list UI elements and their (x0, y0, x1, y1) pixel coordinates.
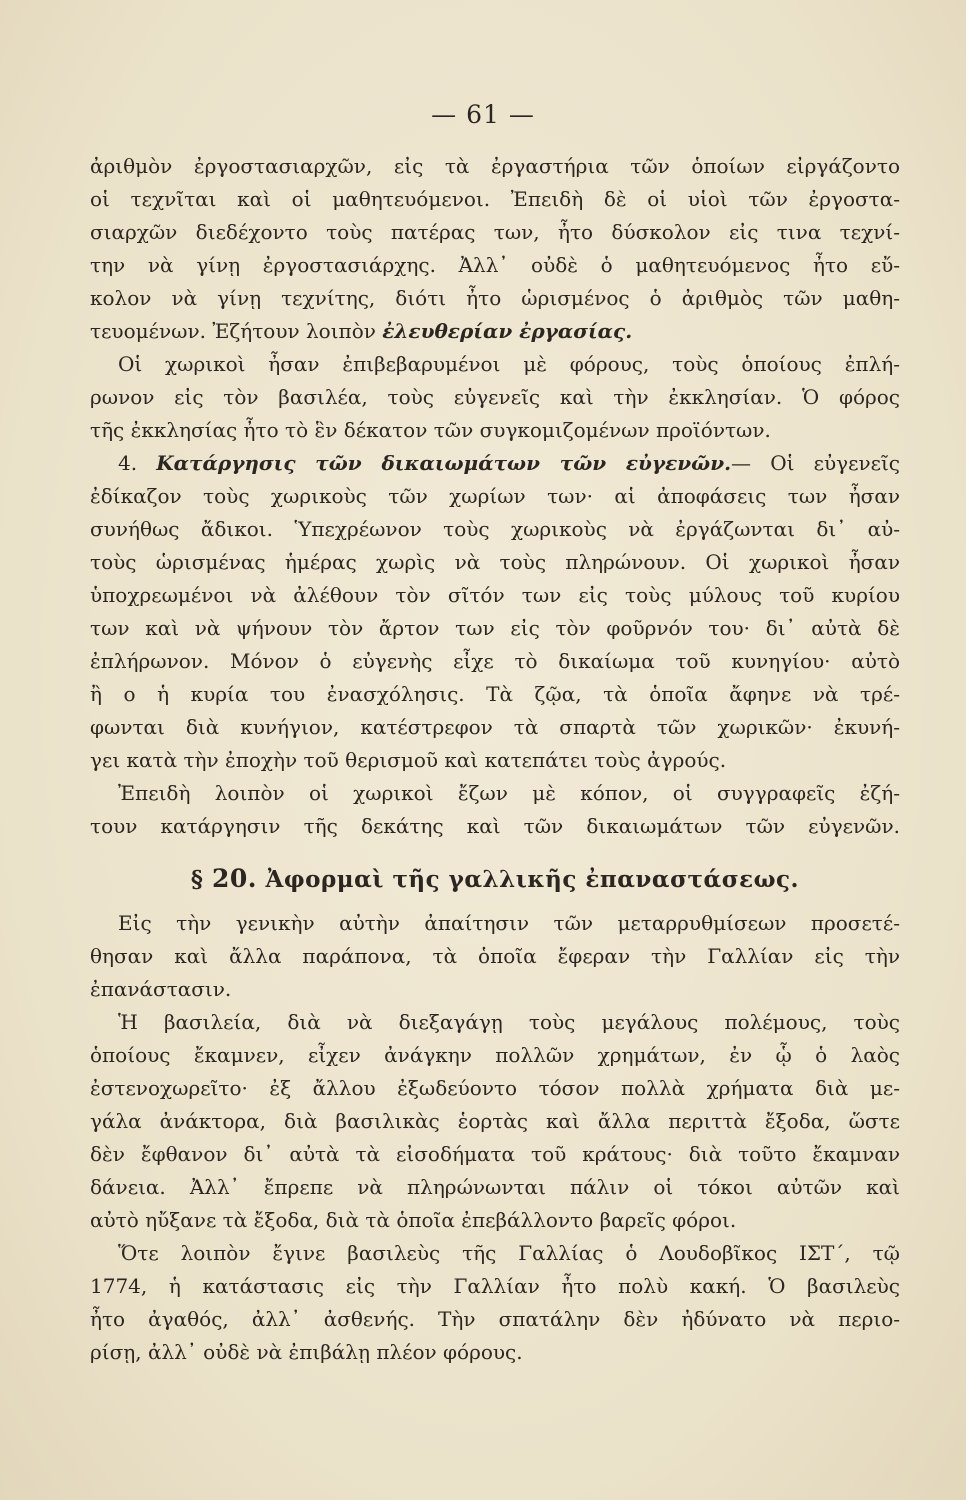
text-line: θησαν καὶ ἄλλα παράπονα, τὰ ὁποῖα ἔφεραν τὴν Γαλλίαν εἰς τὴν (90, 944, 900, 968)
text-line: ρίσῃ, ἀλλ᾿ οὐδὲ νὰ ἐπιβάλῃ πλέον φόρους. (90, 1340, 523, 1364)
text-line: αὐτὸ ηὔξανε τὰ ἔξοδα, διὰ τὰ ὁποῖα ἐπεβάλλοντο βαρεῖς φόροι. (90, 1208, 737, 1232)
text-line: σιαρχῶν διεδέχοντο τοὺς πατέρας των, ἦτο δύσκολον εἰς τινα τεχνί- (90, 220, 900, 244)
text-line: ἐπανάστασιν. (90, 977, 232, 1001)
text-line: δάνεια. Ἀλλ᾿ ἔπρεπε νὰ πληρώνωνται πάλιν οἱ τόκοι αὐτῶν καὶ (90, 1175, 900, 1199)
emphasis-abolition: Κατάργησις τῶν δικαιωμάτων τῶν εὐγενῶν. (156, 451, 732, 475)
text-line: ἐστενοχωρεῖτο· ἐξ ἄλλου ἐξωδεύοντο τόσον πολλὰ χρήματα διὰ με- (90, 1076, 900, 1100)
paragraph-7 (90, 1237, 900, 1369)
paragraph-4 (90, 777, 900, 843)
text-line: Ἡ βασιλεία, διὰ νὰ διεξαγάγῃ τοὺς μεγάλους πολέμους, τοὺς (118, 1010, 900, 1034)
paragraph-2 (90, 348, 900, 447)
text-line: τουν κατάργησιν τῆς δεκάτης καὶ τῶν δικαιωμάτων τῶν εὐγενῶν. (90, 814, 900, 838)
section-title: Ἀφορμαὶ τῆς γαλλικῆς ἐπαναστάσεως. (265, 866, 800, 893)
text-line: ἦτο ἀγαθός, ἀλλ᾿ ἀσθενής. Τὴν σπατάλην δὲν ἠδύνατο νὰ περιο- (90, 1307, 900, 1331)
text-line: ἐπλήρωνον. Μόνον ὁ εὐγενὴς εἶχε τὸ δικαίωμα τοῦ κυνηγίου· αὐτὸ (90, 649, 900, 673)
page-number: — 61 — (431, 100, 535, 129)
text-line: Οἱ χωρικοὶ ἦσαν ἐπιβεβαρυμένοι μὲ φόρους, τοὺς ὁποίους ἐπλή- (118, 352, 900, 376)
text-line: γάλα ἀνάκτορα, διὰ βασιλικὰς ἑορτὰς καὶ ἄλλα περιττὰ ἔξοδα, ὥστε (90, 1109, 900, 1133)
paragraph-3 (90, 447, 900, 777)
text-line: κολον νὰ γίνῃ τεχνίτης, διότι ἦτο ὡρισμένος ὁ ἀριθμὸς τῶν μαθη- (90, 286, 900, 310)
text-line: 1774, ἡ κατάστασις εἰς τὴν Γαλλίαν ἦτο πολὺ κακή. Ὁ βασιλεὺς (90, 1274, 900, 1298)
text-line: Ἐπειδὴ λοιπὸν οἱ χωρικοὶ ἔζων μὲ κόπον, οἱ συγγραφεῖς ἐζή- (118, 781, 900, 805)
paragraph-6 (90, 1006, 900, 1237)
text-line: δὲν ἔφθανον δι᾿ αὐτὰ τὰ εἰσοδήματα τοῦ κράτους· διὰ τοῦτο ἔκαμναν (90, 1142, 900, 1166)
text-line: την νὰ γίνῃ ἐργοστασιάρχης. Ἀλλ᾿ οὐδὲ ὁ μαθητευόμενος ἦτο εὔ- (90, 253, 900, 277)
text-line: ρωνον εἰς τὸν βασιλέα, τοὺς εὐγενεῖς καὶ τὴν ἐκκλησίαν. Ὁ φόρος (90, 385, 900, 409)
page-text (90, 150, 900, 1369)
text-line: τοὺς ὡρισμένας ἡμέρας χωρὶς νὰ τοὺς πληρώνουν. Οἱ χωρικοὶ ἦσαν (90, 550, 900, 574)
text-line: φωνται διὰ κυνήγιον, κατέστρεφον τὰ σπαρτὰ τῶν χωρικῶν· ἐκυνή- (90, 715, 900, 739)
list-number: 4. (118, 451, 138, 475)
text-line (90, 315, 900, 348)
paragraph-5 (90, 907, 900, 1006)
text-segment: — Οἱ εὐγενεῖς (731, 451, 901, 475)
text-line: οἱ τεχνῖται καὶ οἱ μαθητευόμενοι. Ἐπειδὴ δὲ οἱ υἱοὶ τῶν ἐργοστα- (90, 187, 900, 211)
text-line: Εἰς τὴν γενικὴν αὐτὴν ἀπαίτησιν τῶν μεταρρυθμίσεων προσετέ- (118, 911, 900, 935)
text-line: ὁποίους ἔκαμνεν, εἶχεν ἀνάγκην πολλῶν χρημάτων, ἐν ᾧ ὁ λαὸς (90, 1043, 900, 1067)
text-line (90, 447, 900, 480)
text-line: Ὅτε λοιπὸν ἔγινε βασιλεὺς τῆς Γαλλίας ὁ Λουδοβῖκος ΙΣΤ´, τῷ (118, 1241, 900, 1265)
text-line: συνήθως ἄδικοι. Ὑπεχρέωνον τοὺς χωρικοὺς νὰ ἐργάζωνται δι᾿ αὐ- (90, 517, 900, 541)
text-line: ἀριθμὸν ἐργοστασιαρχῶν, εἰς τὰ ἐργαστήρια τῶν ὁποίων εἰργάζοντο (90, 154, 900, 178)
section-heading (90, 861, 900, 897)
text-line: τῆς ἐκκλησίας ἦτο τὸ ἓν δέκατον τῶν συγκομιζομένων προϊόντων. (90, 418, 771, 442)
section-symbol: § (190, 866, 204, 893)
text-line: ἐδίκαζον τοὺς χωρικοὺς τῶν χωρίων των· αἱ ἀποφάσεις των ἦσαν (90, 484, 900, 508)
text-line: ἢ ο ἡ κυρία του ἐνασχόλησις. Τὰ ζῷα, τὰ ὁποῖα ἄφηνε νὰ τρέ- (90, 682, 900, 706)
text-segment: τευομένων. Ἐζήτουν λοιπὸν (90, 319, 383, 343)
paragraph-1 (90, 150, 900, 348)
section-number: 20. (211, 864, 257, 893)
text-line: ὑποχρεωμένοι νὰ ἀλέθουν τὸν σῖτόν των εἰς τοὺς μύλους τοῦ κυρίου (90, 583, 900, 607)
text-line: των καὶ νὰ ψήνουν τὸν ἄρτον των εἰς τὸν φοῦρνόν του· δι᾿ αὐτὰ δὲ (90, 616, 900, 640)
text-line: γει κατὰ τὴν ἐποχὴν τοῦ θερισμοῦ καὶ κατεπάτει τοὺς ἀγρούς. (90, 748, 727, 772)
emphasis-free-labor: ἐλευθερίαν ἐργασίας. (382, 319, 633, 343)
